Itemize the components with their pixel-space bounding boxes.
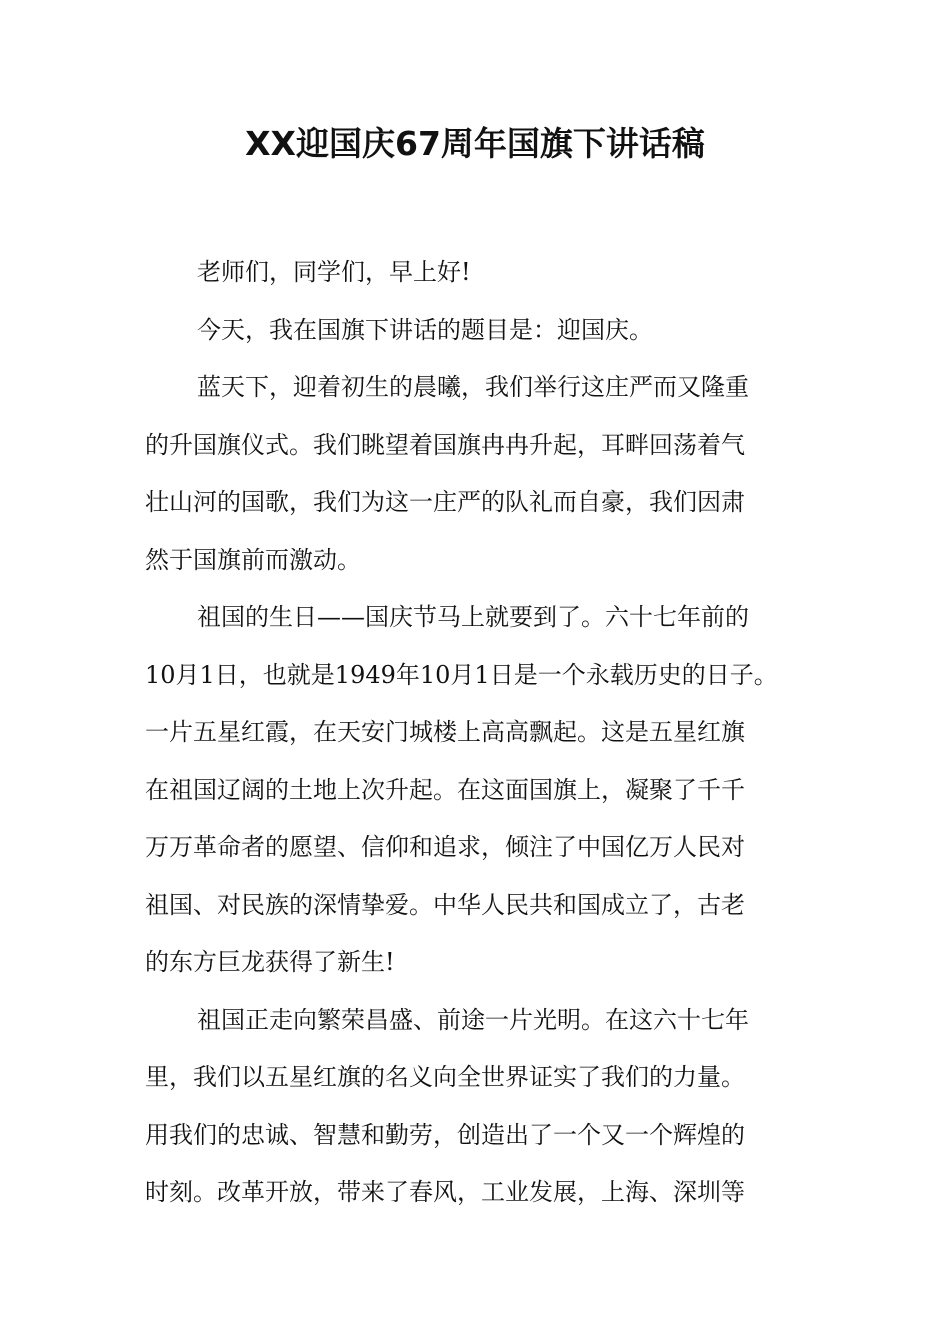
text-line: 里，我们以五星红旗的名义向全世界证实了我们的力量。	[145, 1063, 745, 1091]
text-line: 在祖国辽阔的土地上次升起。在这面国旗上，凝聚了千千	[145, 775, 745, 804]
text-line: 祖国、对民族的深情挚爱。中华人民共和国成立了，古老	[145, 890, 745, 919]
text-line: 万万革命者的愿望、信仰和追求，倾注了中国亿万人民对	[145, 833, 745, 861]
paragraph-flag-ceremony	[145, 359, 809, 589]
text-line: 今天，我在国旗下讲话的题目是：迎国庆。	[197, 315, 653, 344]
paragraph-national-day	[145, 589, 809, 992]
text-line: 的东方巨龙获得了新生!	[145, 948, 395, 976]
text-line: 一片五星红霞，在天安门城楼上高高飘起。这是五星红旗	[145, 718, 745, 746]
paragraph-greeting	[145, 244, 809, 302]
document-body	[145, 244, 809, 1222]
document-title: XX迎国庆67周年国旗下讲话稿	[245, 124, 705, 163]
text-line: 的升国旗仪式。我们眺望着国旗冉冉升起，耳畔回荡着气	[145, 430, 745, 459]
text-line: 老师们，同学们，早上好!	[197, 258, 471, 286]
paragraph-topic	[145, 302, 809, 360]
text-line: 祖国的生日——国庆节马上就要到了。六十七年前的	[197, 603, 749, 631]
text-line: 用我们的忠诚、智慧和勤劳，创造出了一个又一个辉煌的	[145, 1120, 745, 1149]
text-line: 壮山河的国歌，我们为这一庄严的队礼而自豪，我们因肃	[145, 488, 745, 516]
text-line: 祖国正走向繁荣昌盛、前途一片光明。在这六十七年	[197, 1005, 749, 1034]
text-line: 时刻。改革开放，带来了春风，工业发展，上海、深圳等	[145, 1178, 745, 1206]
text-line: 10月1日，也就是1949年10月1日是一个永载历史的日子。	[145, 660, 778, 689]
text-line: 蓝天下，迎着初生的晨曦，我们举行这庄严而又隆重	[197, 373, 749, 401]
paragraph-prosperity	[145, 992, 809, 1222]
text-line: 然于国旗前而激动。	[145, 545, 361, 574]
